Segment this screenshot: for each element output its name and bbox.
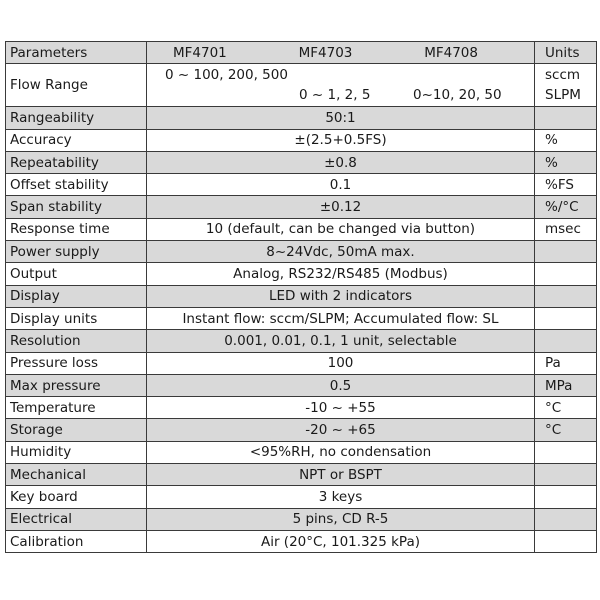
value-cell: Analog, RS232/RS485 (Modbus) <box>147 263 535 285</box>
flow-range-mf4703: 0 ~ 1, 2, 5 <box>299 87 371 104</box>
param-cell: Temperature <box>6 397 147 419</box>
header-model-mf4703: MF4703 <box>298 44 353 61</box>
header-row <box>6 42 597 64</box>
param-cell: Electrical <box>6 508 147 530</box>
value-cell: 3 keys <box>147 486 535 508</box>
table-row <box>6 129 597 151</box>
unit-cell <box>535 486 597 508</box>
unit-cell: %FS <box>535 174 597 196</box>
value-cell: ±0.12 <box>147 196 535 218</box>
param-cell: Power supply <box>6 241 147 263</box>
table-row <box>6 352 597 374</box>
unit-cell <box>535 107 597 129</box>
flow-range-mf4701: 0 ~ 100, 200, 500 <box>165 67 288 84</box>
header-model-mf4701: MF4701 <box>173 44 227 61</box>
unit-cell: %/°C <box>535 196 597 218</box>
header-units: Units <box>535 42 597 64</box>
value-cell: LED with 2 indicators <box>147 285 535 307</box>
param-cell: Output <box>6 263 147 285</box>
value-cell: 0.1 <box>147 174 535 196</box>
param-cell: Offset stability <box>6 174 147 196</box>
unit-cell: Pa <box>535 352 597 374</box>
table-row <box>6 285 597 307</box>
header-models <box>147 42 535 64</box>
table-row <box>6 241 597 263</box>
flow-range-units <box>535 64 597 107</box>
value-cell: Instant flow: sccm/SLPM; Accumulated flow: SL <box>147 307 535 329</box>
value-cell: 8~24Vdc, 50mA max. <box>147 241 535 263</box>
param-cell: Key board <box>6 486 147 508</box>
param-cell: Display <box>6 285 147 307</box>
param-cell: Humidity <box>6 441 147 463</box>
unit-cell <box>535 530 597 552</box>
value-cell: 0.5 <box>147 374 535 396</box>
flow-range-label: Flow Range <box>6 64 147 107</box>
unit-cell <box>535 330 597 352</box>
header-parameters: Parameters <box>6 42 147 64</box>
param-cell: Display units <box>6 307 147 329</box>
unit-cell: °C <box>535 397 597 419</box>
unit-cell: °C <box>535 419 597 441</box>
value-cell: NPT or BSPT <box>147 464 535 486</box>
unit-cell <box>535 263 597 285</box>
unit-cell: % <box>535 129 597 151</box>
param-cell: Calibration <box>6 530 147 552</box>
table-row <box>6 307 597 329</box>
param-cell: Response time <box>6 218 147 240</box>
table-row <box>6 486 597 508</box>
table-row <box>6 397 597 419</box>
unit-cell: % <box>535 151 597 173</box>
unit-cell <box>535 508 597 530</box>
param-cell: Storage <box>6 419 147 441</box>
unit-cell: msec <box>535 218 597 240</box>
table-row <box>6 441 597 463</box>
value-cell: Air (20°C, 101.325 kPa) <box>147 530 535 552</box>
param-cell: Rangeability <box>6 107 147 129</box>
value-cell: <95%RH, no condensation <box>147 441 535 463</box>
table-row <box>6 263 597 285</box>
unit-cell: MPa <box>535 374 597 396</box>
header-model-mf4708: MF4708 <box>424 44 478 61</box>
param-cell: Max pressure <box>6 374 147 396</box>
flow-range-mf4708: 0~10, 20, 50 <box>413 87 502 104</box>
value-cell: 0.001, 0.01, 0.1, 1 unit, selectable <box>147 330 535 352</box>
table-row <box>6 508 597 530</box>
table-row <box>6 419 597 441</box>
table-row <box>6 174 597 196</box>
flow-unit-sccm: sccm <box>545 67 581 84</box>
unit-cell <box>535 285 597 307</box>
flow-unit-slpm: SLPM <box>545 87 581 104</box>
table-row <box>6 218 597 240</box>
unit-cell <box>535 464 597 486</box>
param-cell: Pressure loss <box>6 352 147 374</box>
param-cell: Span stability <box>6 196 147 218</box>
unit-cell <box>535 241 597 263</box>
table-row <box>6 374 597 396</box>
table-row <box>6 530 597 552</box>
value-cell: 5 pins, CD R-5 <box>147 508 535 530</box>
value-cell: -20 ~ +65 <box>147 419 535 441</box>
value-cell: 100 <box>147 352 535 374</box>
value-cell: 10 (default, can be changed via button) <box>147 218 535 240</box>
param-cell: Resolution <box>6 330 147 352</box>
flow-range-values <box>147 64 535 107</box>
table-row <box>6 464 597 486</box>
param-cell: Accuracy <box>6 129 147 151</box>
flow-range-row <box>6 64 597 107</box>
table-row <box>6 151 597 173</box>
param-cell: Mechanical <box>6 464 147 486</box>
table-row <box>6 196 597 218</box>
table-row <box>6 330 597 352</box>
unit-cell <box>535 441 597 463</box>
spec-table <box>5 41 597 553</box>
value-cell: 50:1 <box>147 107 535 129</box>
value-cell: ±(2.5+0.5FS) <box>147 129 535 151</box>
unit-cell <box>535 307 597 329</box>
value-cell: ±0.8 <box>147 151 535 173</box>
value-cell: -10 ~ +55 <box>147 397 535 419</box>
table-row <box>6 107 597 129</box>
param-cell: Repeatability <box>6 151 147 173</box>
